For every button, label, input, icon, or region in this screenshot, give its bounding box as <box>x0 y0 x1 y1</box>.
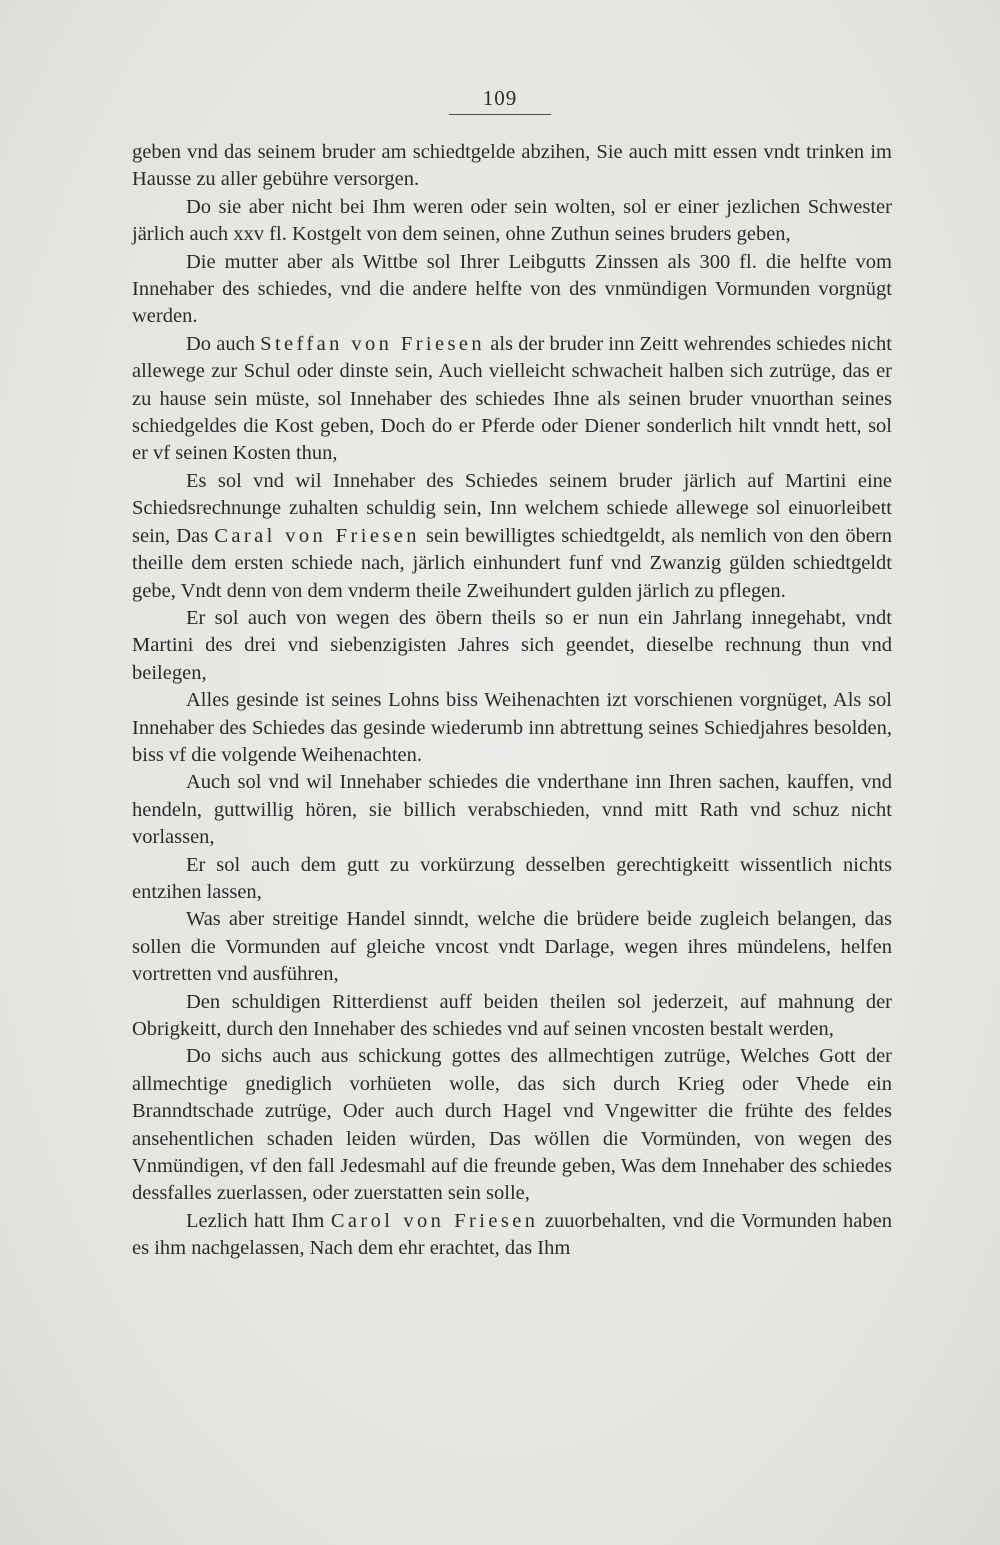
paragraph <box>132 769 892 851</box>
text-run: Er sol auch dem gutt zu vorkürzung desselben gerechtigkeitt wissentlich nichts entzihen lassen, <box>132 853 892 903</box>
text-run: Was aber streitige Handel sinndt, welche die brüdere beide zugleich belangen, das sollen die Vormunden auf gleiche vncost vndt Darlage, wegen ihres mündelens, helfen vortretten vnd ausführen, <box>132 908 892 986</box>
text-run: Er sol auch von wegen des öbern theils so er nun ein Jahrlang innegehabt, vndt Martini des drei vnd siebenzigisten Jahres sich geendet, dieselbe rechnung thun vnd beilegen, <box>132 606 892 684</box>
paragraph <box>132 605 892 687</box>
paragraph <box>132 906 892 988</box>
text-run: Alles gesinde ist seines Lohns biss Weihenachten izt vorschienen vorgnüget, Als sol Innehaber des Schiedes das gesinde wiederumb inn abtrettung seines Schiedjahres besolden, biss vf die volgende Weihenachten. <box>132 689 892 766</box>
page-header <box>0 86 1000 115</box>
text-run: Do sichs auch aus schickung gottes des allmechtigen zutrüge, Welches Gott der allmechtige gnediglich vorhüeten wolle, das sich durch Krieg oder Vhede ein Branndtschade zutrüge, Oder auch durch Hagel vnd Vngewitter die frühte des feldes ansehentlichen schaden leiden würden, Das wöllen die Vormünden, von wegen des Vnmündigen, vf den fall Jedesmahl auf die freunde geben, Was dem Innehaber des schiedes dessfalles zuerlassen, oder zuerstatten sein solle, <box>132 1045 892 1205</box>
paragraph <box>132 249 892 331</box>
text-run: zuuorbehalten, vnd die Vormunden haben es ihm nachgelassen, Nach dem ehr erachtet, das Ihm <box>132 1209 892 1260</box>
person-name: Steffan von Friesen <box>260 332 486 355</box>
person-name: Caral von Friesen <box>214 524 420 547</box>
paragraph <box>132 989 892 1044</box>
text-run: Die mutter aber als Wittbe sol Ihrer Leibgutts Zinssen als 300 fl. die helfte vom Innehaber des schiedes, vnd die andere helfte von des vnmündigen Vormunden vorgnügt werden. <box>132 250 892 328</box>
text-run: sein bewilligtes schiedtgeldt, als nemlich von den öbern theille dem ersten schiede nach, järlich einhundert funf vnd Zwanzig gülden schiedtgeldt gebe, Vndt denn von dem vnderm theile Zweihundert gulden järlich zu pflegen. <box>132 524 892 602</box>
text-run: Auch sol vnd wil Innehaber schiedes die vnderthane inn Ihren sachen, kauffen, vnd hendeln, guttwillig hören, sie billich verabschieden, vnnd mitt Rath vnd schuz nicht vorlassen, <box>132 771 892 849</box>
text-run: Do auch <box>186 332 261 355</box>
text-run: Lezlich hatt Ihm <box>186 1209 331 1232</box>
body-text <box>132 139 892 1263</box>
paragraph <box>132 139 892 194</box>
paragraph <box>132 194 892 249</box>
text-run: Es sol vnd wil Innehaber des Schiedes seinem bruder järlich auf Martini eine Schiedsrechnunge zuhalten schuldig sein, Inn welchem schiede allewege sol einuorleibett sein, Das <box>132 469 892 547</box>
paragraph <box>132 687 892 769</box>
text-run: Do sie aber nicht bei Ihm weren oder sein wolten, sol er einer jezlichen Schwester järlich auch xxv fl. Kostgelt von dem seinen, ohne Zuthun seines bruders geben, <box>132 195 892 246</box>
text-run: geben vnd das seinem bruder am schiedtgelde abzihen, Sie auch mitt essen vndt trinken im Hausse zu aller gebühre versorgen. <box>132 141 892 191</box>
paragraph <box>132 331 892 468</box>
paragraph <box>132 468 892 605</box>
paragraph <box>132 1043 892 1207</box>
paragraph <box>132 852 892 907</box>
text-run: Den schuldigen Ritterdienst auff beiden theilen sol jederzeit, auf mahnung der Obrigkeitt, durch den Innehaber des schiedes vnd auf seinen vncosten bestalt werden, <box>132 990 892 1040</box>
paragraph <box>132 1208 892 1263</box>
person-name: Carol von Friesen <box>330 1209 539 1232</box>
page-number: 109 <box>449 86 551 115</box>
text-run: als der bruder inn Zeitt wehrendes schiedes nicht allewege zur Schul oder dinste sein, Auch vielleicht schwacheit halben sich zutrüge, das er zu hause sein müste, sol Innehaber des schiedes Ihne als seinen bruder vnuorthan seines schiedgeldes die Kost geben, Doch do er Pferde oder Diener sonderlich hilt vnndt hett, sol er vf seinen Kosten thun, <box>132 332 892 465</box>
